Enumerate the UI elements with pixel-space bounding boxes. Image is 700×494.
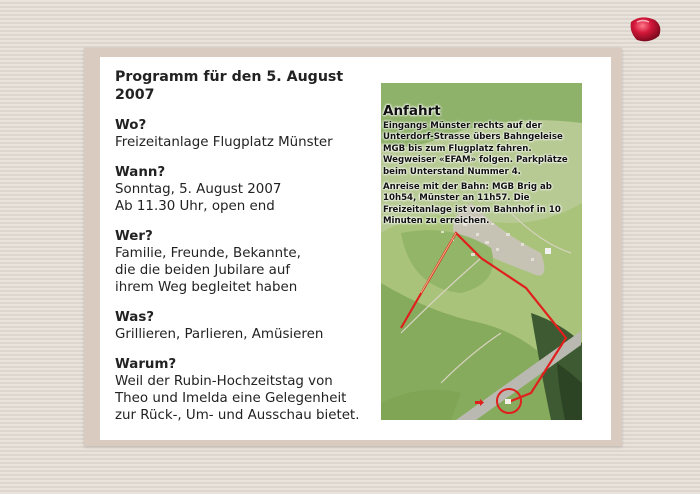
- section-what: [115, 309, 365, 343]
- program-title: Programm für den 5. August 2007: [115, 69, 344, 103]
- answer-when: Sonntag, 5. August 2007 Ab 11.30 Uhr, open end: [115, 182, 282, 214]
- directions-text: [383, 103, 581, 232]
- program-text: [115, 68, 365, 437]
- arrow-right-icon: [475, 399, 484, 406]
- question-where: Wo?: [115, 118, 147, 133]
- directions-road: Eingangs Münster rechts auf der Unterdorf-Strasse übers Bahngeleise MGB bis zum Flugplatz fahren. Wegweiser «EFAM» folgen. Parkplätze beim Unterstand Nummer 4.: [383, 121, 568, 177]
- section-when: [115, 164, 365, 215]
- answer-what: Grillieren, Parlieren, Amüsieren: [115, 327, 324, 342]
- ruby-gem-icon: [627, 14, 663, 44]
- answer-who: Familie, Freunde, Bekannte, die die beiden Jubilare auf ihrem Weg begleitet haben: [115, 246, 301, 295]
- answer-where: Freizeitanlage Flugplatz Münster: [115, 135, 333, 150]
- question-who: Wer?: [115, 229, 153, 244]
- question-what: Was?: [115, 310, 155, 325]
- question-why: Warum?: [115, 357, 177, 372]
- question-when: Wann?: [115, 165, 166, 180]
- section-where: [115, 117, 365, 151]
- aerial-map: [381, 83, 582, 420]
- section-who: [115, 228, 365, 296]
- directions-heading: Anfahrt: [383, 103, 441, 119]
- answer-why: Weil der Rubin-Hochzeitstag von Theo und Imelda eine Gelegenheit zur Rück-, Um- und Ausschau bietet.: [115, 374, 360, 423]
- section-why: [115, 356, 365, 424]
- directions-train: Anreise mit der Bahn: MGB Brig ab 10h54, Münster an 11h57. Die Freizeitanlage ist vom Bahnhof in 10 Minuten zu erreichen.: [383, 182, 561, 227]
